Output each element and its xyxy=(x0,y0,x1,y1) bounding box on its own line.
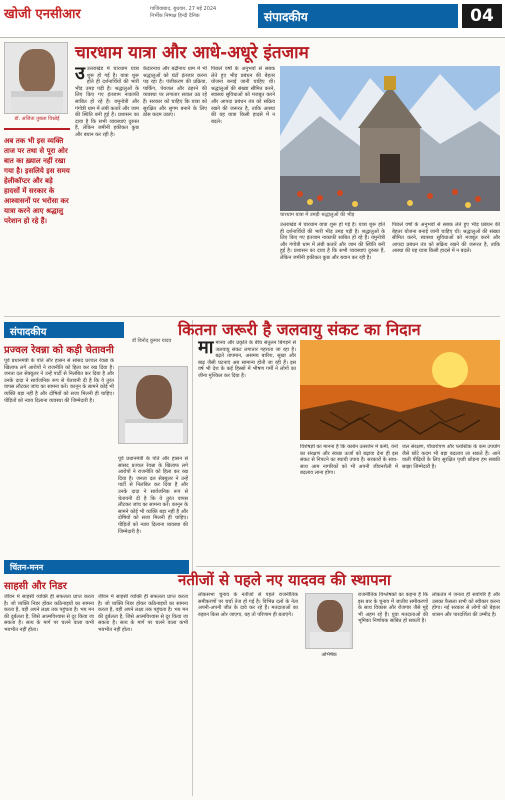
top-story-column-2: केदारनाथ और बद्रीनाथ धाम में भी श्रद्धालुओं को घंटों इंतजार करना पड़ रहा है। पंजीकरण की प्रक्रिया, पार्किंग, पेयजल और ठहरने की व्यवस्था पर लगातार सवाल उठ रहे हैं। सरकार को चाहिए कि यात्रा को सुरक्षित और सुगम बनाने के लिए ठोस कदम उठाए। xyxy=(143,66,207,119)
top-story-column-5: पिछले वर्षों के अनुभवों से सबक लेते हुए भीड़ प्रबंधन की बेहतर योजना बनाई जानी चाहिए थी। श्रद्धालुओं की संख्या सीमित करने, स्वास्थ्य सुविधाओं को मजबूत करने और आपदा प्रबंधन तंत्र को सक्रिय रखने की जरूरत है, ताकि आस्था की यह यात्रा किसी हादसे में न बदले। xyxy=(392,222,500,255)
page-number: 04 xyxy=(462,4,502,28)
bottom-story-portrait xyxy=(305,593,353,649)
climate-body-1-text: मानव और प्रकृति के बीच संतुलन बिगड़ने से जलवायु संकट लगातार गहराता जा रहा है। बढ़ते तापमान, असमय बारिश, सूखा और बाढ़ जैसी घटनाएं अब सामान्य होती जा रही हैं। इस वर्ष भी देश के कई हिस्सों में भीषण गर्मी ने लोगों का जीना मुश्किल कर दिया है। xyxy=(198,340,296,379)
climate-body-3: जल संरक्षण, पौधारोपण और प्लास्टिक के कम उपयोग जैसे छोटे कदम भी बड़ा बदलाव ला सकते हैं। आने वाली पीढ़ियों के लिए सुरक्षित पृथ्वी छोड़ना हम सबकी साझा जिम्मेदारी है। xyxy=(402,444,500,470)
section-title: संपादकीय xyxy=(258,4,458,28)
masthead: खोजी एनसीआर xyxy=(4,7,81,22)
top-story-column-1 xyxy=(75,66,139,314)
top-story-headline: चारधाम यात्रा और आधे-अधूरे इंतजाम xyxy=(75,43,309,63)
climate-drop-cap: मा xyxy=(198,340,214,358)
thought-body-1: जीवन में साहसी व्यक्ति ही सफलता प्राप्त करता है। जो व्यक्ति निडर होकर कठिनाइयों का सामना करता है, वही अपने लक्ष्य तक पहुंचता है। भय मन की दुर्बलता है, जिसे आत्मविश्वास से दूर किया जा सकता है। सत्य के मार्ग पर चलने वाला कभी भयभीत नहीं होता। xyxy=(4,594,94,633)
kedarnath-temple-photo xyxy=(280,66,500,211)
pull-quote: अब तक भी इस व्यक्ति ताज पर तथा से पूरा ओर बात का ख़्याल नहीं रखा गया है। इसलिये इस समय हेलीकॉप्टर और बड़े हादसों में सरकार के आश्वासनों पर भरोसा कर यात्रा करने आए श्रद्धालु परेशान हो रहे हैं। xyxy=(4,137,70,225)
temple-photo-caption: चारधाम यात्रा में उमड़ी श्रद्धालुओं की भीड़ xyxy=(280,212,355,218)
top-story-para1: उत्तराखंड में चारधाम यात्रा शुरू हो गई है। यात्रा शुरू होते ही दर्शनार्थियों की भारी भीड़ उमड़ पड़ी है। श्रद्धालुओं के लिए किए गए इंतजाम नाकाफी साबित हो रहे हैं। यमुनोत्री और गंगोत्री धाम में लंबी कतारें और जाम की स्थिति बनी हुई है। प्रशासन का दावा है कि सभी व्यवस्थाएं दुरुस्त हैं, लेकिन जमीनी हकीकत कुछ और बयान कर रही है। xyxy=(75,66,139,138)
editorial-title: प्रज्वल रेवन्ना को कड़ी चेतावनी xyxy=(4,345,114,356)
bottom-story-title: नतीजों से पहले नए यादवव की स्थापना xyxy=(178,571,391,589)
column-divider xyxy=(192,320,193,796)
heatwave-illustration xyxy=(300,340,500,440)
climate-story-title: कितना जरूरी है जलवायु संकट का निदान xyxy=(178,320,421,339)
pull-quote-rule xyxy=(4,128,70,130)
bottom-portrait-face xyxy=(317,600,343,632)
top-story-column-4: उत्तराखंड में चारधाम यात्रा शुरू हो गई है। यात्रा शुरू होते ही दर्शनार्थियों की भारी भीड़ उमड़ पड़ी है। श्रद्धालुओं के लिए किए गए इंतजाम नाकाफी साबित हो रहे हैं। यमुनोत्री और गंगोत्री धाम में लंबी कतारें और जाम की स्थिति बनी हुई है। प्रशासन का दावा है कि सभी व्यवस्थाएं दुरुस्त हैं, लेकिन जमीनी हकीकत कुछ और बयान कर रही है। xyxy=(280,222,385,261)
thought-title: साहसी और निडर xyxy=(4,581,67,592)
top-story-column-3: पिछले वर्षों के अनुभवों से सबक लेते हुए भीड़ प्रबंधन की बेहतर योजना बनाई जानी चाहिए थी। श्रद्धालुओं की संख्या सीमित करने, स्वास्थ्य सुविधाओं को मजबूत करने और आपदा प्रबंधन तंत्र को सक्रिय रखने की जरूरत है, ताकि आस्था की यह यात्रा किसी हादसे में न बदले। xyxy=(211,66,275,125)
climate-story-byline: डॉ विनोद कुमार यादव xyxy=(132,338,172,344)
editorial-body-2: पूर्व प्रधानमंत्री के पोते और हासन से सांसद प्रज्वल रेवन्ना के खिलाफ लगे आरोपों ने राजनीति को हिला कर रख दिया है। जनता दल सेक्युलर ने उन्हें पार्टी से निलंबित कर दिया है और उनके दादा ने सार्वजनिक रूप से चेतावनी दी है कि वे तुरंत वापस लौटकर जांच का सामना करें। कानून के सामने कोई भी व्यक्ति बड़ा नहीं है और दोषियों को सजा मिलनी ही चाहिए। पीड़ितों को न्याय दिलाना व्यवस्था की जिम्मेदारी है। xyxy=(118,456,188,535)
temple-illustration xyxy=(280,66,500,211)
climate-body-1 xyxy=(198,340,296,564)
portrait-shirt xyxy=(125,419,183,444)
author-photo xyxy=(4,42,68,114)
climate-body-2: विशेषज्ञों का मानना है कि कार्बन उत्सर्जन में कमी, वनों का संरक्षण और स्वच्छ ऊर्जा को बढ़ावा देना ही इस संकट से निपटने का स्थायी उपाय है। सरकारों के साथ-साथ आम नागरिकों को भी अपनी जीवनशैली में बदलाव लाना होगा। xyxy=(300,444,398,477)
bottom-body-2: राजनीतिक विश्लेषकों का कहना है कि इस बार के चुनाव में जातीय समीकरणों के साथ विकास और रोजगार जैसे मुद्दे भी अहम रहे हैं। युवा मतदाताओं की भूमिका निर्णायक साबित हो सकती है। xyxy=(358,592,428,625)
author-face xyxy=(19,49,55,93)
page-header xyxy=(0,0,505,38)
bottom-body-3: लोकतंत्र में जनता ही सर्वोपरि है और उसका फैसला सभी को स्वीकार करना होगा। नई सरकार से लोगों को बेहतर शासन और पारदर्शिता की उम्मीद है। xyxy=(432,592,500,618)
drop-cap: उ xyxy=(75,66,85,84)
editorial-portrait xyxy=(118,366,188,444)
editorial-body-1: पूर्व प्रधानमंत्री के पोते और हासन से सांसद प्रज्वल रेवन्ना के खिलाफ लगे आरोपों ने राजनीति को हिला कर रख दिया है। जनता दल सेक्युलर ने उन्हें पार्टी से निलंबित कर दिया है और उनके दादा ने सार्वजनिक रूप से चेतावनी दी है कि वे तुरंत वापस लौटकर जांच का सामना करें। कानून के सामने कोई भी व्यक्ति बड़ा नहीं है और दोषियों को सजा मिलनी ही चाहिए। पीड़ितों को न्याय दिलाना व्यवस्था की जिम्मेदारी है। xyxy=(4,358,114,404)
bottom-story-byline: अभिषेक xyxy=(321,652,337,658)
thought-body-2: जीवन में साहसी व्यक्ति ही सफलता प्राप्त करता है। जो व्यक्ति निडर होकर कठिनाइयों का सामना करता है, वही अपने लक्ष्य तक पहुंचता है। भय मन की दुर्बलता है, जिसे आत्मविश्वास से दूर किया जा सकता है। सत्य के मार्ग पर चलने वाला कभी भयभीत नहीं होता। xyxy=(98,594,188,633)
section-divider xyxy=(4,316,500,317)
bottom-body-1: लोकसभा चुनाव के नतीजों से पहले राजनीतिक समीकरणों पर चर्चा तेज हो गई है। विभिन्न दलों के नेता अपनी-अपनी जीत के दावे कर रहे हैं। मतदाताओं का रुझान किस ओर जाएगा, यह तो परिणाम ही बताएंगे। xyxy=(198,592,298,618)
heatwave-photo xyxy=(300,340,500,440)
header-tagline: निर्भीक निष्पक्ष हिन्दी दैनिक xyxy=(150,13,200,19)
author-sidebar xyxy=(4,42,70,322)
author-name: डॉ. अजिता तुबला विश्नोई xyxy=(14,116,60,122)
thought-band: चिंतन-मनन xyxy=(4,560,189,574)
portrait-face xyxy=(136,375,172,419)
author-shirt xyxy=(11,91,63,113)
bottom-divider xyxy=(196,566,500,567)
header-date: गाजियाबाद, बुधवार, 27 मई 2024 xyxy=(150,6,217,12)
header-meta xyxy=(150,6,260,20)
bottom-portrait-shirt xyxy=(310,632,350,649)
editorial-band: संपादकीय xyxy=(4,322,124,338)
